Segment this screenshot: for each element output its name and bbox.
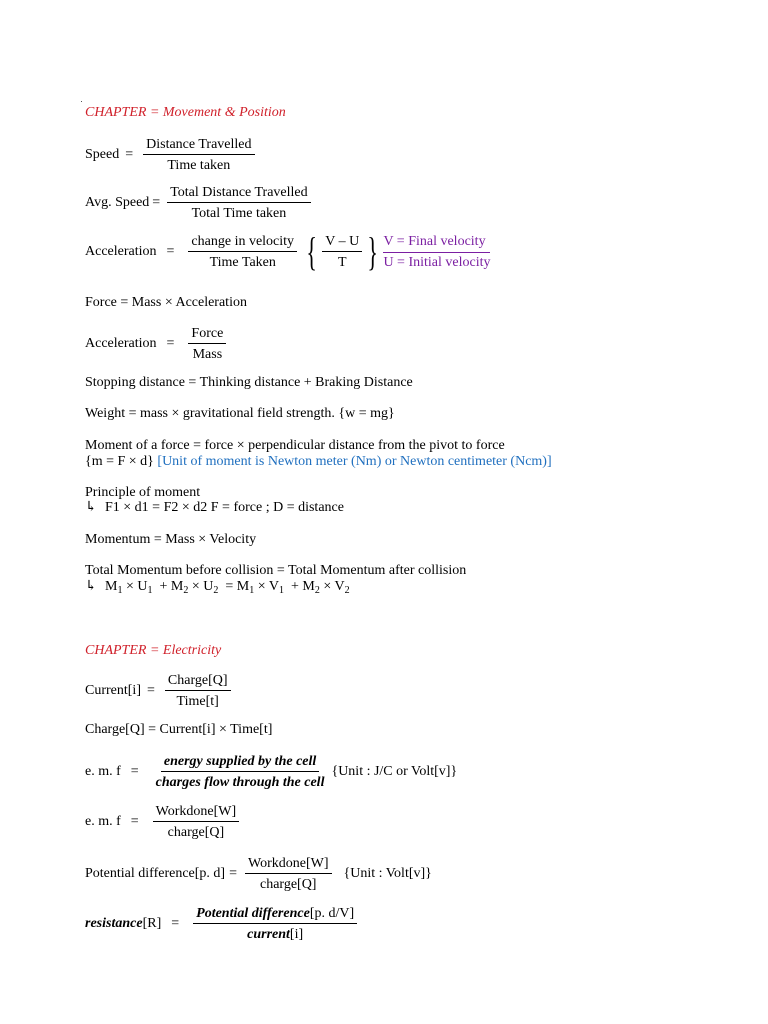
speed-eq: = xyxy=(125,147,134,162)
current-fraction xyxy=(165,672,231,710)
principle-equation: F1 × d1 = F2 × d2 F = force ; D = distance xyxy=(105,500,344,515)
avg-speed-numerator: Total Distance Travelled xyxy=(167,184,310,203)
emf-work-formula xyxy=(85,803,243,841)
acceleration2-numerator: Force xyxy=(188,325,226,344)
emf1-lhs: e. m. f xyxy=(85,764,121,779)
principle-heading: Principle of moment xyxy=(85,485,201,500)
potential-difference-formula xyxy=(85,855,432,893)
weight-formula: Weight = mass × gravitational field strength. {w = mg} xyxy=(85,406,395,421)
resistance-numerator: Potential difference[p. d/V] xyxy=(193,905,357,924)
avg-speed-fraction xyxy=(167,184,310,222)
return-arrow-icon: ↳ xyxy=(85,500,97,515)
pd-denominator: charge[Q] xyxy=(259,877,317,892)
speed-lhs: Speed xyxy=(85,147,120,162)
return-arrow-icon: ↳ xyxy=(85,579,97,594)
pd-unit: {Unit : Volt[v]} xyxy=(343,866,432,881)
speed-formula xyxy=(85,136,259,174)
current-formula xyxy=(85,672,235,710)
emf2-denominator: charge[Q] xyxy=(167,825,225,840)
acceleration-lhs: Acceleration xyxy=(85,244,157,259)
acceleration2-lhs: Acceleration xyxy=(85,336,157,351)
speed-numerator: Distance Travelled xyxy=(143,136,254,155)
emf1-numerator: energy supplied by the cell xyxy=(161,753,319,772)
total-momentum-statement: Total Momentum before collision = Total Momentum after collision xyxy=(85,563,467,578)
acceleration-numerator: change in velocity xyxy=(188,233,297,252)
resistance-denominator: current[i] xyxy=(247,927,304,942)
total-momentum-equation: ↳ $M_1 \times U_1 + M_2 \times U_2 = M_1 \times V_1 + M_2 \times V_2$ xyxy=(85,579,350,596)
chapter-heading-movement: CHAPTER = Movement & Position xyxy=(85,105,286,120)
moment-formula: Moment of a force = force × perpendicular distance from the pivot to force xyxy=(85,438,505,453)
acceleration2-eq: = xyxy=(166,336,175,351)
moment-equation: {m = F × d} xyxy=(85,454,154,469)
stray-dot xyxy=(81,101,82,102)
inner-fraction xyxy=(322,233,362,271)
current-denominator: Time[t] xyxy=(176,694,219,709)
avg-speed-lhs: Avg. Speed xyxy=(85,195,150,210)
inner-denominator: T xyxy=(337,255,347,270)
emf1-fraction xyxy=(153,753,328,791)
emf1-unit: {Unit : J/C or Volt[v]} xyxy=(331,764,458,779)
pd-fraction xyxy=(245,855,332,893)
acceleration-eq: = xyxy=(166,244,175,259)
acceleration-fraction xyxy=(188,233,297,271)
current-lhs: Current[i] xyxy=(85,683,141,698)
pd-numerator: Workdone[W] xyxy=(245,855,332,874)
final-velocity-def: V = Final velocity xyxy=(383,232,490,253)
charge-formula: Charge[Q] = Current[i] × Time[t] xyxy=(85,722,273,737)
chapter-heading-electricity: CHAPTER = Electricity xyxy=(85,643,222,658)
acceleration2-formula xyxy=(85,325,230,363)
acceleration-denominator: Time Taken xyxy=(209,255,276,270)
avg-speed-formula xyxy=(85,184,315,222)
momentum-formula: Momentum = Mass × Velocity xyxy=(85,532,257,547)
velocity-definitions xyxy=(383,232,490,272)
acceleration2-denominator: Mass xyxy=(192,347,223,362)
avg-speed-eq: = xyxy=(152,195,161,210)
current-numerator: Charge[Q] xyxy=(165,672,231,691)
emf2-lhs: e. m. f xyxy=(85,814,121,829)
emf1-eq: = xyxy=(130,764,139,779)
emf1-denominator: charges flow through the cell xyxy=(155,775,325,790)
stopping-distance-formula: Stopping distance = Thinking distance + Braking Distance xyxy=(85,375,413,390)
moment-unit-note: [Unit of moment is Newton meter (Nm) or Newton centimeter (Ncm)] xyxy=(157,454,552,469)
right-brace: } xyxy=(367,229,379,274)
acceleration-formula xyxy=(85,229,491,274)
principle-equation-line xyxy=(85,499,344,516)
resistance-fraction xyxy=(193,905,357,943)
pd-eq: = xyxy=(229,866,237,881)
acceleration2-fraction xyxy=(188,325,226,363)
pd-lhs: Potential difference[p. d] xyxy=(85,866,226,881)
inner-numerator: V – U xyxy=(322,233,362,252)
current-eq: = xyxy=(146,683,155,698)
force-formula: Force = Mass × Acceleration xyxy=(85,295,247,310)
emf2-eq: = xyxy=(130,814,139,829)
speed-denominator: Time taken xyxy=(167,158,231,173)
left-brace: { xyxy=(306,229,317,274)
initial-velocity-def: U = Initial velocity xyxy=(383,255,491,270)
resistance-eq: = xyxy=(171,916,180,931)
moment-unit-line xyxy=(85,453,552,470)
emf-energy-formula xyxy=(85,753,457,791)
resistance-formula xyxy=(85,905,361,943)
emf2-fraction xyxy=(153,803,240,841)
speed-fraction xyxy=(143,136,254,174)
resistance-lhs: resistance[R] xyxy=(85,916,162,931)
emf2-numerator: Workdone[W] xyxy=(153,803,240,822)
avg-speed-denominator: Total Time taken xyxy=(191,206,287,221)
